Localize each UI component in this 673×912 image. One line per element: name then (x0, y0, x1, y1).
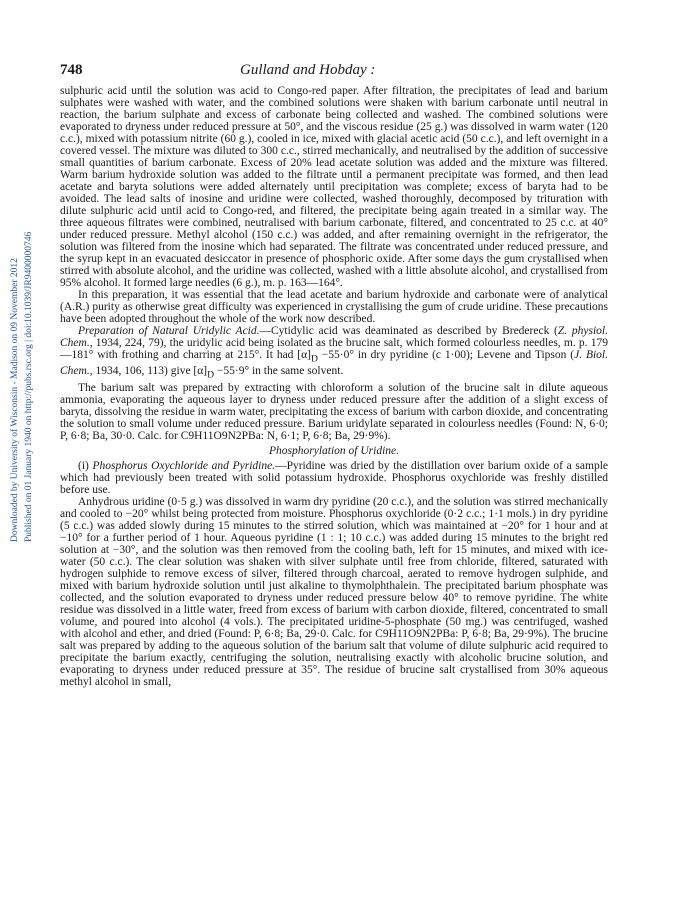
journal-name: J. Biol. Chem. (60, 349, 608, 378)
doi-link[interactable]: Published on 01 January 1940 on http://pubs.rsc.org | doi:10.1039/JR9400000746 (24, 231, 34, 542)
paragraph: sulphuric acid until the solution was acid to Congo-red paper. After filtration, the precipitates of lead and barium sulphates were washed with water, and the combined solutions were shaken with barium carbonate until neutral in reaction, the barium sulphate and excess of carbonate being collected and washed. The combined solutions were evaporated to dryness under reduced pressure at 50°, and the viscous residue (25 g.) was dissolved in warm water (120 c.c.), mixed with potassium nitrite (60 g.), cooled in ice, mixed with glacial acetic acid (50 c.c.), and left overnight in a covered vessel. The mixture was diluted to 300 c.c., stirred mechanically, and neutralised by the addition of successive small quantities of barium carbonate. Excess of 20% lead acetate solution was added and the mixture was filtered. Warm barium hydroxide solution was added to the filtrate until a permanent precipitate was formed, and then lead acetate and baryta solutions were added alternately until precipitation was complete; excess of baryta had to be avoided. The lead salts of inosine and uridine were collected, washed thoroughly, decomposed by trituration with dilute sulphuric acid until acid to Congo-red, and filtered, the precipitate being again treated in a similar way. The three aqueous filtrates were combined, neutralised with barium carbonate, filtered, and concentrated to 25 c.c. at 40° under reduced pressure. Methyl alcohol (150 c.c.) was added, and after remaining overnight in the refrigerator, the solution was filtered from the inosine which had separated. The filtrate was concentrated under reduced pressure, and the syrup kept in an evacuated desiccator in presence of phosphoric oxide. After some days the gum crystallised when stirred with absolute alcohol, and the uridine was collected, washed with a little absolute alcohol, and crystallised from 95% alcohol. It formed large needles (6 g.), m. p. 163—164°. (60, 85, 608, 289)
paragraph: In this preparation, it was essential that the lead acetate and barium hydroxide and carbonate were of analytical (A.R.) purity as otherwise great difficulty was experienced in crystallising the gum of crude uridine. These precautions have been adopted throughout the whole of the work now described. (60, 289, 608, 325)
page-header (60, 62, 608, 82)
running-head: Gulland and Hobday : (240, 62, 376, 78)
paragraph-title: Preparation of Natural Uridylic Acid. (78, 325, 260, 337)
paragraph: Anhydrous uridine (0·5 g.) was dissolved in warm dry pyridine (20 c.c.), and the solution was stirred mechanically and cooled to −20° whilst being protected from moisture. Phosphorus oxychloride (0·2 c.c.; 1·1 mols.) in dry pyridine (5 c.c.) was added slowly during 15 minutes to the stirred solution, which was maintained at −20° for 1 hour and at −10° for a further period of 1 hour. Aqueous pyridine (1 : 1; 10 c.c.) was added during 15 minutes to the bright red solution at −30°, and the solution was then removed from the cooling bath, left for 15 minutes, and mixed with ice-water (50 c.c.). The clear solution was shaken with silver sulphate until free from chloride, filtered, saturated with hydrogen sulphide to remove excess of silver, filtered through charcoal, aerated to remove hydrogen sulphide, and mixed with barium hydroxide solution until just alkaline to thymolphthalein. The precipitated barium phosphate was collected, and the solution evaporated to dryness under reduced pressure below 40° to remove pyridine. The white residue was dissolved in a little water, freed from excess of barium with carbon dioxide, filtered, concentrated to small volume, and poured into alcohol (4 vols.). The precipitated uridine-5-phosphate (50 mg.) was centrifuged, washed with alcohol and ether, and dried (Found: P, 6·8; Ba, 29·0. Calc. for C9H11O9N2PBa: P, 6·8; Ba, 29·9%). The brucine salt was prepared by adding to the aqueous solution of the barium salt that volume of dilute sulphuric acid required to precipitate the barium exactly, centrifuging the solution, neutralising exactly with alcoholic brucine solution, and evaporating to dryness under reduced pressure at 35°. The residue of brucine salt crystallised from 30% aqueous methyl alcohol in small, (60, 495, 608, 688)
section-heading: Phosphorylation of Uridine. (268, 444, 399, 457)
journal-name: Z. physiol. Chem. (60, 325, 608, 349)
paragraph-title: Phosphorus Oxychloride and Pyridine. (92, 459, 276, 472)
paragraph: (i) Phosphorus Oxychloride and Pyridine.—Pyridine was dried by the distillation over barium oxide of a sample which had previously been treated with solid potassium hydroxide. Phosphorus oxychloride was freshly distilled before use. (60, 459, 608, 496)
download-notice: Downloaded by University of Wisconsin - Madison on 09 November 2012 (10, 258, 20, 542)
article-body (60, 85, 608, 688)
page-number: 748 (60, 62, 83, 78)
paragraph: The barium salt was prepared by extracting with chloroform a solution of the brucine salt in dilute aqueous ammonia, evaporating the aqueous layer to dryness under reduced pressure after the addition of a slight excess of baryta, dissolving the residue in warm water, precipitating the excess of barium with carbon dioxide, and concentrating the solution to small volume under reduced pressure. Barium uridylate separated in colourless needles (Found: N, 6·0; P, 6·8; Ba, 30·0. Calc. for C9H11O9N2PBa: N, 6·1; P, 6·8; Ba, 29·9%). (60, 381, 608, 442)
paragraph: Preparation of Natural Uridylic Acid.—Cytidylic acid was deaminated as described by Bredereck (Z. physiol. Chem., 1934, 224, 79), the uridylic acid being isolated as the brucine salt, which formed colourless needles, m. p. 179—181° with frothing and charring at 215°. It had $[\alpha]_D -55\cdot 0^\circ$ in dry pyridine (c 1·00); Levene and Tipson (J. Biol. Chem., 1934, 106, 113) give $[\alpha]_D -55\cdot 9^\circ$ in the same solvent. (60, 325, 608, 381)
download-watermark (8, 150, 38, 550)
